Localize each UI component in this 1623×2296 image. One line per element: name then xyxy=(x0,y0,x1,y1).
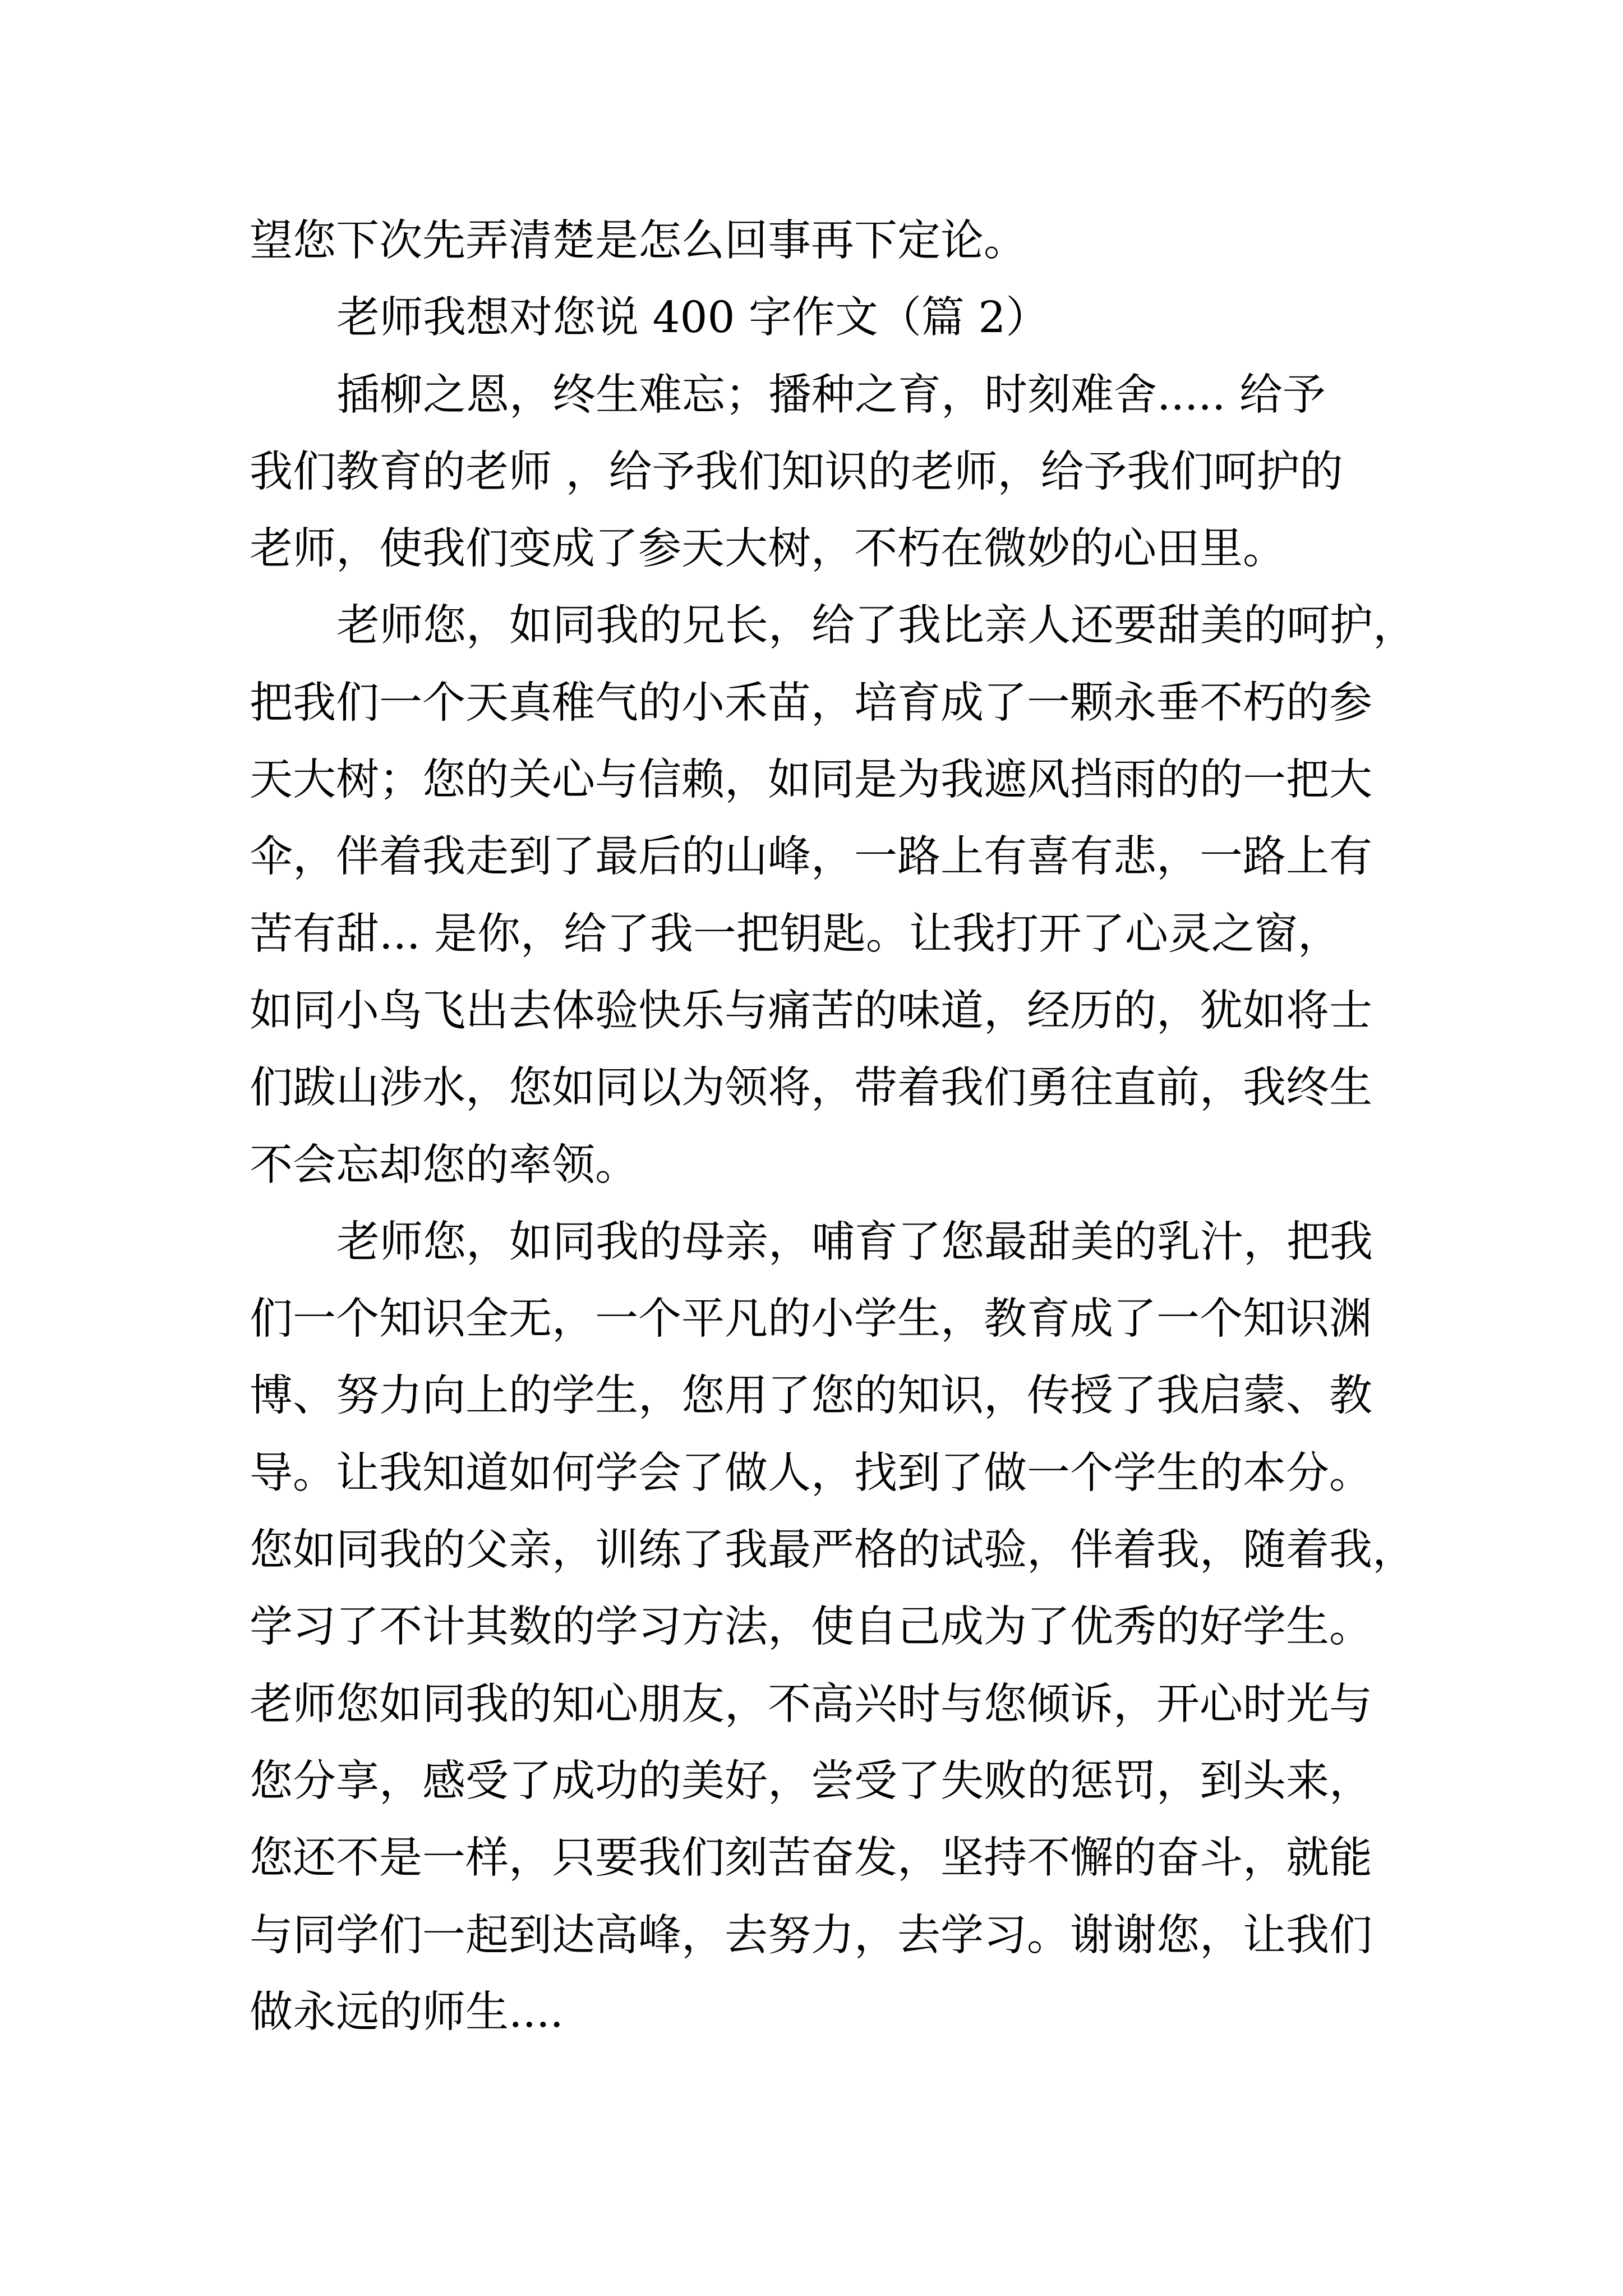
paragraph-line: 您分享，感受了成功的美好，尝受了失败的惩罚，到头来， xyxy=(250,1756,1372,1806)
paragraph-line: 您如同我的父亲，训练了我最严格的试验，伴着我，随着我， xyxy=(250,1525,1415,1576)
paragraph-line: 学习了不计其数的学习方法，使自己成为了优秀的好学生。 xyxy=(250,1602,1372,1653)
paragraph-line: 把我们一个天真稚气的小禾苗，培育成了一颗永垂不朽的参 xyxy=(250,678,1372,728)
paragraph-continuation xyxy=(250,203,1427,279)
paragraph-intro xyxy=(250,357,1427,588)
paragraph-line: 插柳之恩，终生难忘；播种之育，时刻难舍..... 给予 xyxy=(336,370,1326,420)
section-title-text: 老师我想对您说 400 字作文（篇 2） xyxy=(336,293,1049,343)
paragraph-brother xyxy=(250,587,1427,1203)
paragraph-line: 与同学们一起到达高峰，去努力，去学习。谢谢您，让我们 xyxy=(250,1910,1372,1961)
paragraph-line: 我们教育的老师 ，给予我们知识的老师，给予我们呵护的 xyxy=(250,447,1343,497)
paragraph-line: 老师您，如同我的母亲，哺育了您最甜美的乳汁，把我 xyxy=(336,1217,1373,1267)
paragraph-line: 您还不是一样，只要我们刻苦奋发，坚持不懈的奋斗，就能 xyxy=(250,1833,1372,1884)
paragraph-line: 老师您，如同我的兄长，给了我比亲人还要甜美的呵护， xyxy=(336,601,1416,651)
paragraph-line: 做永远的师生.... xyxy=(250,1987,564,2037)
paragraph-line: 们一个知识全无，一个平凡的小学生，教育成了一个知识渊 xyxy=(250,1294,1372,1345)
paragraph-line: 们跋山涉水，您如同以为领将，带着我们勇往直前，我终生 xyxy=(250,1063,1372,1114)
paragraph-mother xyxy=(250,1204,1427,2051)
paragraph-line: 博、努力向上的学生，您用了您的知识，传授了我启蒙、教 xyxy=(250,1371,1372,1421)
paragraph-line: 老师您如同我的知心朋友，不高兴时与您倾诉，开心时光与 xyxy=(250,1679,1372,1729)
paragraph-line: 望您下次先弄清楚是怎么回事再下定论。 xyxy=(250,216,1027,266)
paragraph-line: 老师，使我们变成了参天大树，不朽在微妙的心田里。 xyxy=(250,524,1286,574)
paragraph-line: 导。让我知道如何学会了做人，找到了做一个学生的本分。 xyxy=(250,1448,1372,1498)
document-body xyxy=(250,203,1427,2051)
paragraph-line: 如同小鸟飞出去体验快乐与痛苦的味道，经历的，犹如将士 xyxy=(250,986,1372,1036)
section-title xyxy=(250,279,1427,356)
paragraph-line: 天大树；您的关心与信赖，如同是为我遮风挡雨的的一把大 xyxy=(250,755,1372,806)
paragraph-line: 伞，伴着我走到了最后的山峰，一路上有喜有悲，一路上有 xyxy=(250,832,1372,882)
paragraph-line: 苦有甜... 是你，给了我一把钥匙。让我打开了心灵之窗， xyxy=(250,909,1341,959)
paragraph-line: 不会忘却您的率领。 xyxy=(250,1140,638,1190)
